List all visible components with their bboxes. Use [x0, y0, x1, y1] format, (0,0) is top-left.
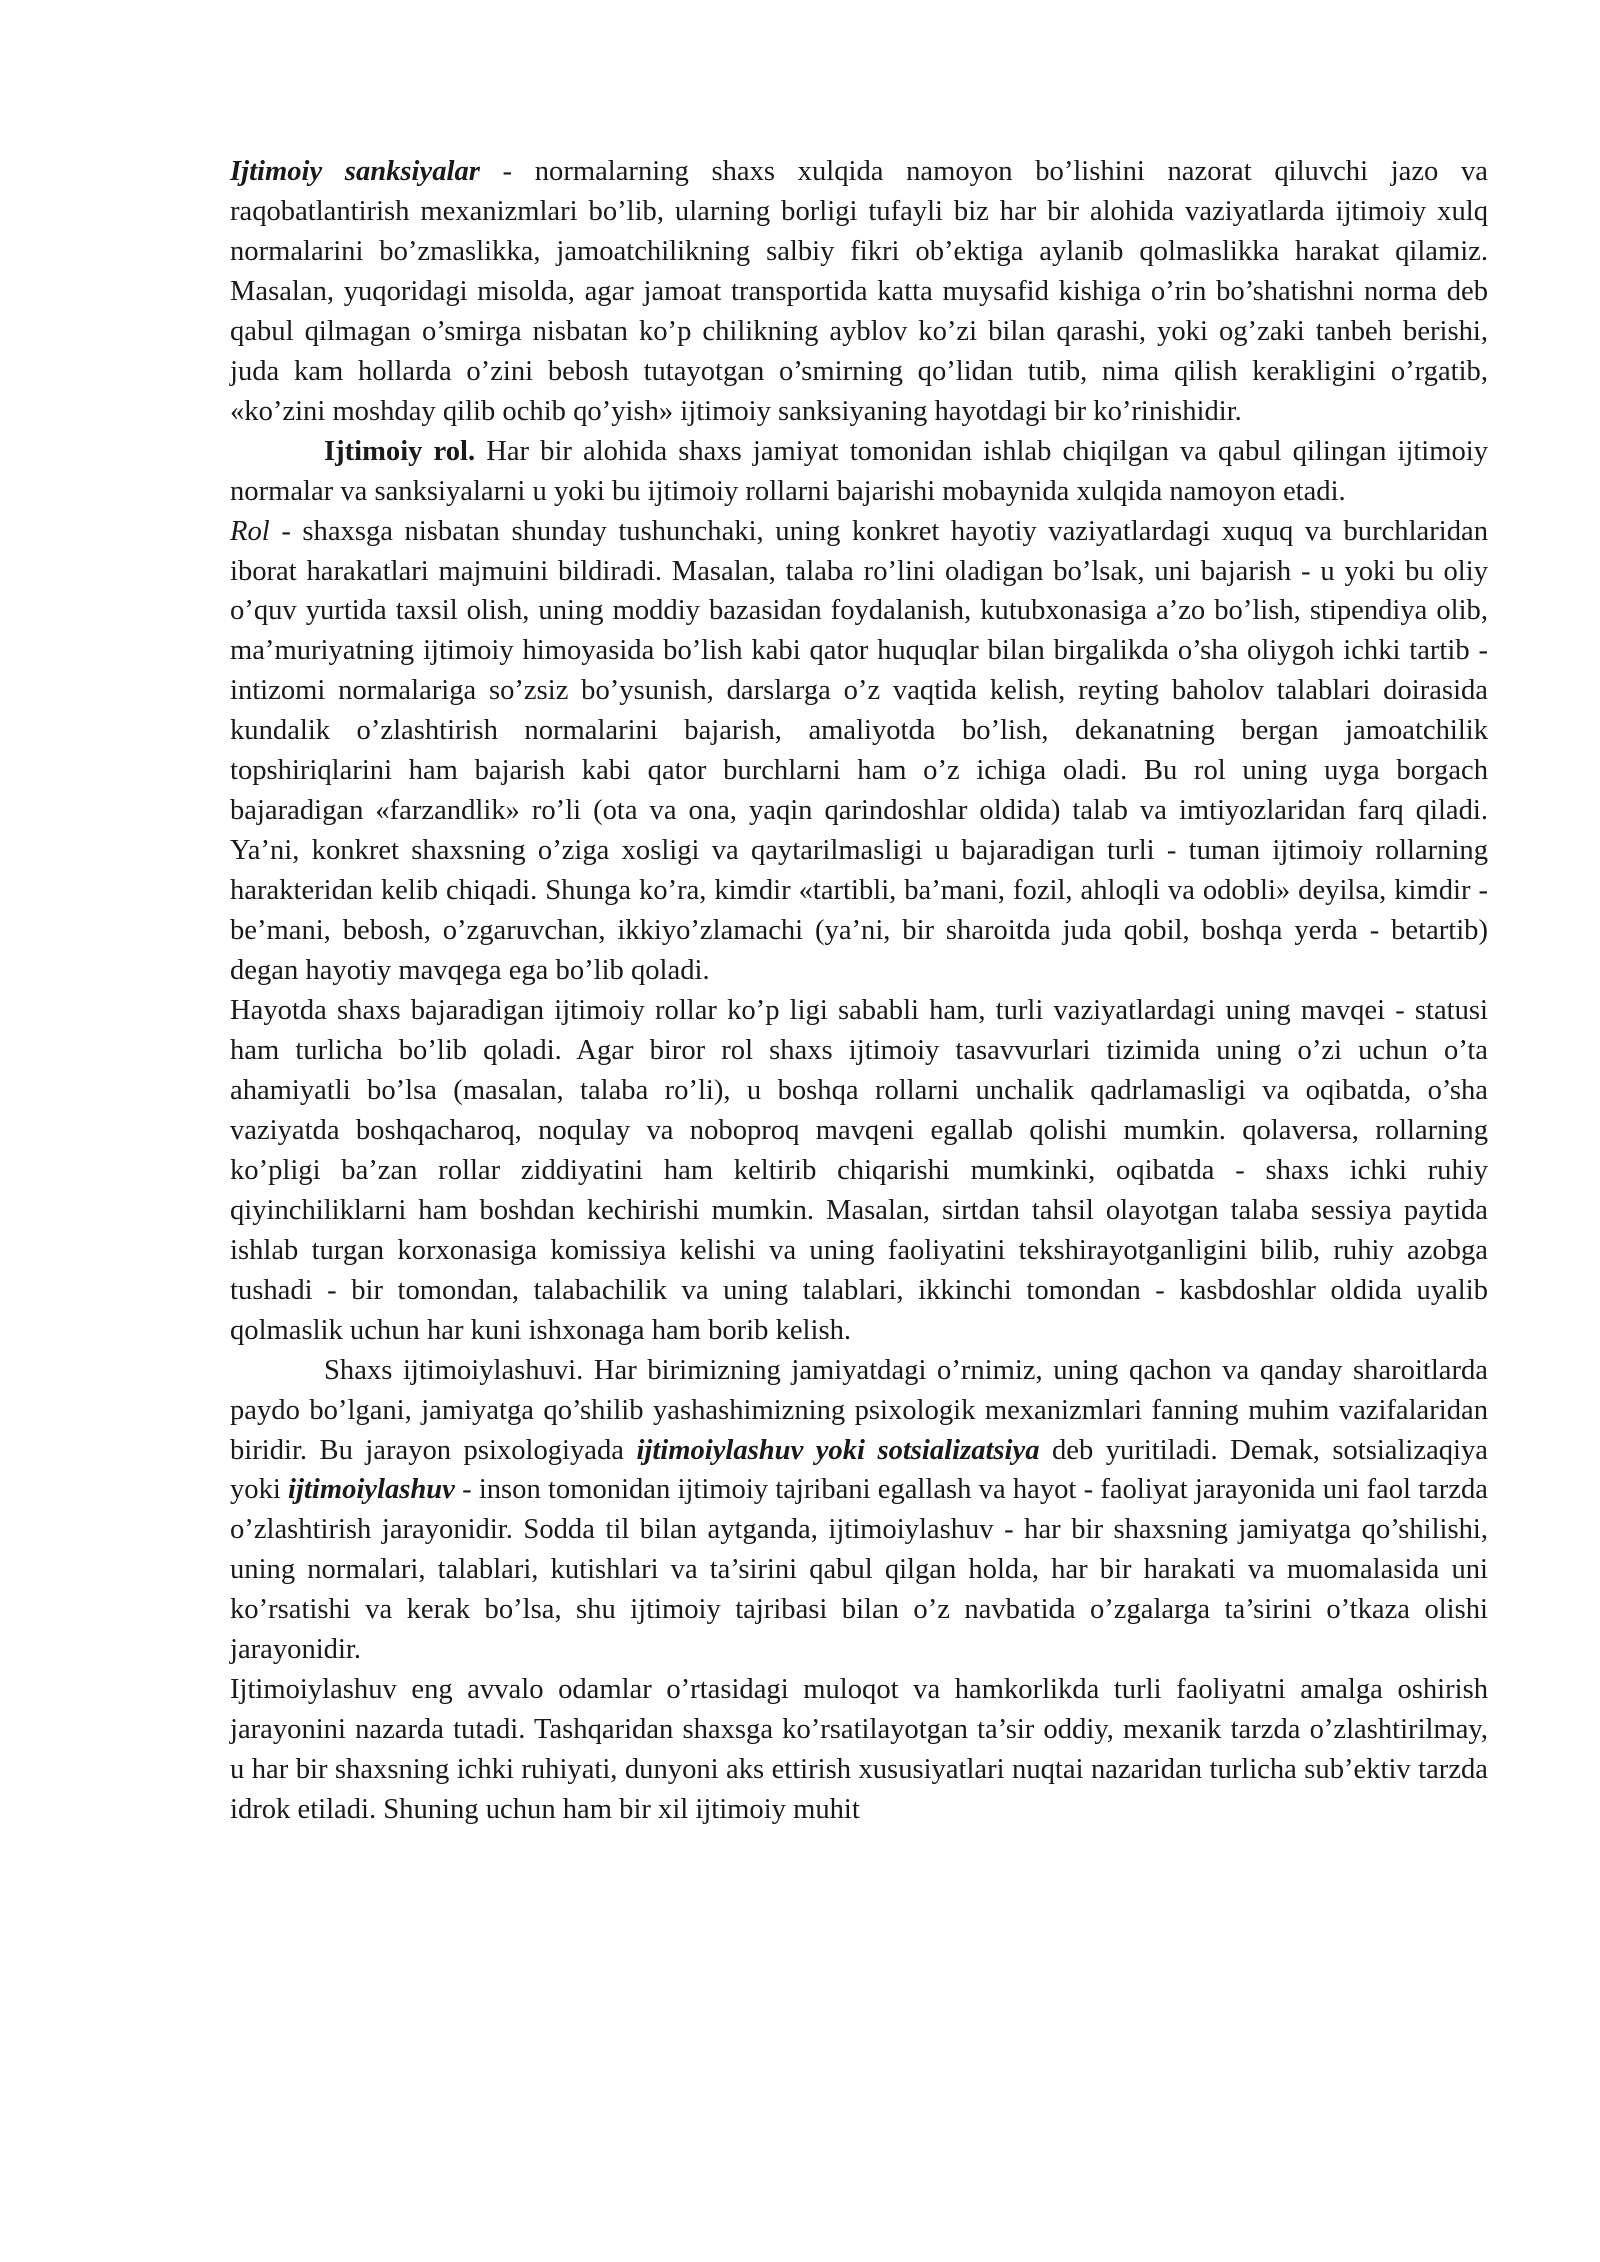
- paragraph-socialization: [230, 1351, 1488, 1671]
- term-socialization: ijtimoiylashuv yoki sotsializatsiya: [636, 1434, 1040, 1466]
- heading-social-role: Ijtimoiy rol.: [324, 435, 476, 467]
- term-ijtimoiylashuv: ijtimoiylashuv: [288, 1474, 455, 1506]
- paragraph-text: Har bir alohida shaxs jamiyat tomonidan ishlab chiqilgan va qabul qilingan ijtimoiy normalar va sanksiyalarni u yoki bu ijtimoiy rollarni bajarishi mobaynida xulqida namoyon etadi.: [230, 435, 1488, 507]
- paragraph-text: Ijtimoiylashuv eng avvalo odamlar o’rtasidagi muloqot va hamkorlikda turli faoliyatni amalga oshirish jarayonini nazarda tutadi. Tashqaridan shaxsga ko’rsatilayotgan ta’sir oddiy, mexanik tarzda o’zlashtirilmay, u har bir shaxsning ichki ruhiyati, dunyoni aks ettirish xususiyatlari nuqtai nazaridan turlicha sub’ektiv tarzda idrok etiladi. Shuning uchun ham bir xil ijtimoiy muhit: [230, 1674, 1488, 1826]
- paragraph-role-definition: [230, 512, 1488, 991]
- paragraph-multiple-roles: [230, 991, 1488, 1351]
- paragraph-social-sanctions: [230, 152, 1488, 432]
- paragraph-socialization-communication: [230, 1670, 1488, 1830]
- paragraph-text: Hayotda shaxs bajaradigan ijtimoiy rollar ko’p ligi sababli ham, turli vaziyatlardagi uning mavqei - statusi ham turlicha bo’lib qoladi. Agar biror rol shaxs ijtimoiy tasavvurlari tizimida uning o’zi uchun o’ta ahamiyatli bo’lsa (masalan, talaba ro’li), u boshqa rollarni unchalik qadrlamasligi va oqibatda, o’sha vaziyatda boshqacharoq, noqulay va noboproq mavqeni egallab qolishi mumkin. qolaversa, rollarning ko’pligi ba’zan rollar ziddiyatini ham keltirib chiqarishi mumkinki, oqibatda - shaxs ichki ruhiy qiyinchiliklarni ham boshdan kechirishi mumkin. Masalan, sirtdan tahsil olayotgan talaba sessiya paytida ishlab turgan korxonasiga komissiya kelishi va uning faoliyatini tekshirayotganligini bilib, ruhiy azobga tushadi - bir tomondan, talabachilik va uning talablari, ikkinchi tomondan - kasbdoshlar oldida uyalib qolmaslik uchun har kuni ishxonaga ham borib kelish.: [230, 995, 1488, 1346]
- paragraph-text: Shaxs ijtimoiylashuvi. Har birimizning jamiyatdagi o’rnimiz, uning qachon va qanday sharoitlarda paydo bo’lgani, jamiyatga qo’shilib yashashimizning psixologik mexanizmlari fanning muhim vazifalaridan biridir. Bu jarayon psixologiyada: [230, 1354, 1488, 1466]
- term-social-sanctions: Ijtimoiy sanksiyalar: [230, 156, 480, 187]
- term-role: Rol: [230, 515, 270, 547]
- paragraph-text: - shaxsga nisbatan shunday tushunchaki, uning konkret hayotiy vaziyatlardagi xuquq va burchlaridan iborat harakatlari majmuini bildiradi. Masalan, talaba ro’lini oladigan bo’lsak, uni bajarish - u yoki bu oliy o’quv yurtida taxsil olish, uning moddiy bazasidan foydalanish, kutubxonasiga a’zo bo’lish, stipendiya olib, ma’muriyatning ijtimoiy himoyasida bo’lish kabi qator huquqlar bilan birgalikda o’sha oliygoh ichki tartib - intizomi normalariga so’zsiz bo’ysunish, darslarga o’z vaqtida kelish, reyting baholov talablari doirasida kundalik o’zlashtirish normalarini bajarish, amaliyotda bo’lish, dekanatning bergan jamoatchilik topshiriqlarini ham bajarish kabi qator burchlarni ham o’z ichiga oladi. Bu rol uning uyga borgach bajaradigan «farzandlik» ro’li (ota va ona, yaqin qarindoshlar oldida) talab va imtiyozlaridan farq qiladi. Ya’ni, konkret shaxsning o’ziga xosligi va qaytarilmasligi u bajaradigan turli - tuman ijtimoiy rollarning harakteridan kelib chiqadi. Shunga ko’ra, kimdir «tartibli, ba’mani, fozil, ahloqli va odobli» deyilsa, kimdir - be’mani, bebosh, o’zgaruvchan, ikkiyo’zlamachi (ya’ni, bir sharoitda juda qobil, boshqa yerda - betartib) degan hayotiy mavqega ega bo’lib qoladi.: [230, 515, 1488, 987]
- paragraph-text: - normalarning shaxs xulqida namoyon bo’lishini nazorat qiluvchi jazo va raqobatlantirish mexanizmlari bo’lib, ularning borligi tufayli biz har bir alohida vaziyatlarda ijtimoiy xulq normalarini bo’zmaslikka, jamoatchilikning salbiy fikri ob’ektiga aylanib qolmaslikka harakat qilamiz. Masalan, yuqoridagi misolda, agar jamoat transportida katta muysafid kishiga o’rin bo’shatishni norma deb qabul qilmagan o’smirga nisbatan ko’p chilikning ayblov ko’zi bilan qarashi, yoki og’zaki tanbeh berishi, juda kam hollarda o’zini bebosh tutayotgan o’smirning qo’lidan tutib, nima qilish kerakligini o’rgatib, «ko’zini moshday qilib ochib qo’yish» ijtimoiy sanksiyaning hayotdagi bir ko’rinishidir.: [230, 156, 1489, 427]
- document-page: [230, 152, 1488, 1830]
- paragraph-social-role: [230, 432, 1488, 512]
- paragraph-text: deb yuritiladi. Demak, sotsializaqiya yoki: [230, 1434, 1488, 1506]
- paragraph-text: - inson tomonidan ijtimoiy tajribani egallash va hayot - faoliyat jarayonida uni faol tarzda o’zlashtirish jarayonidir. Sodda til bilan aytganda, ijtimoiylashuv - har bir shaxsning jamiyatga qo’shilishi, uning normalari, talablari, kutishlari va ta’sirini qabul qilgan holda, har bir harakati va muomalasida uni ko’rsatishi va kerak bo’lsa, shu ijtimoiy tajribasi bilan o’z navbatida o’zgalarga ta’sirini o’tkaza olishi jarayonidir.: [230, 1474, 1488, 1666]
